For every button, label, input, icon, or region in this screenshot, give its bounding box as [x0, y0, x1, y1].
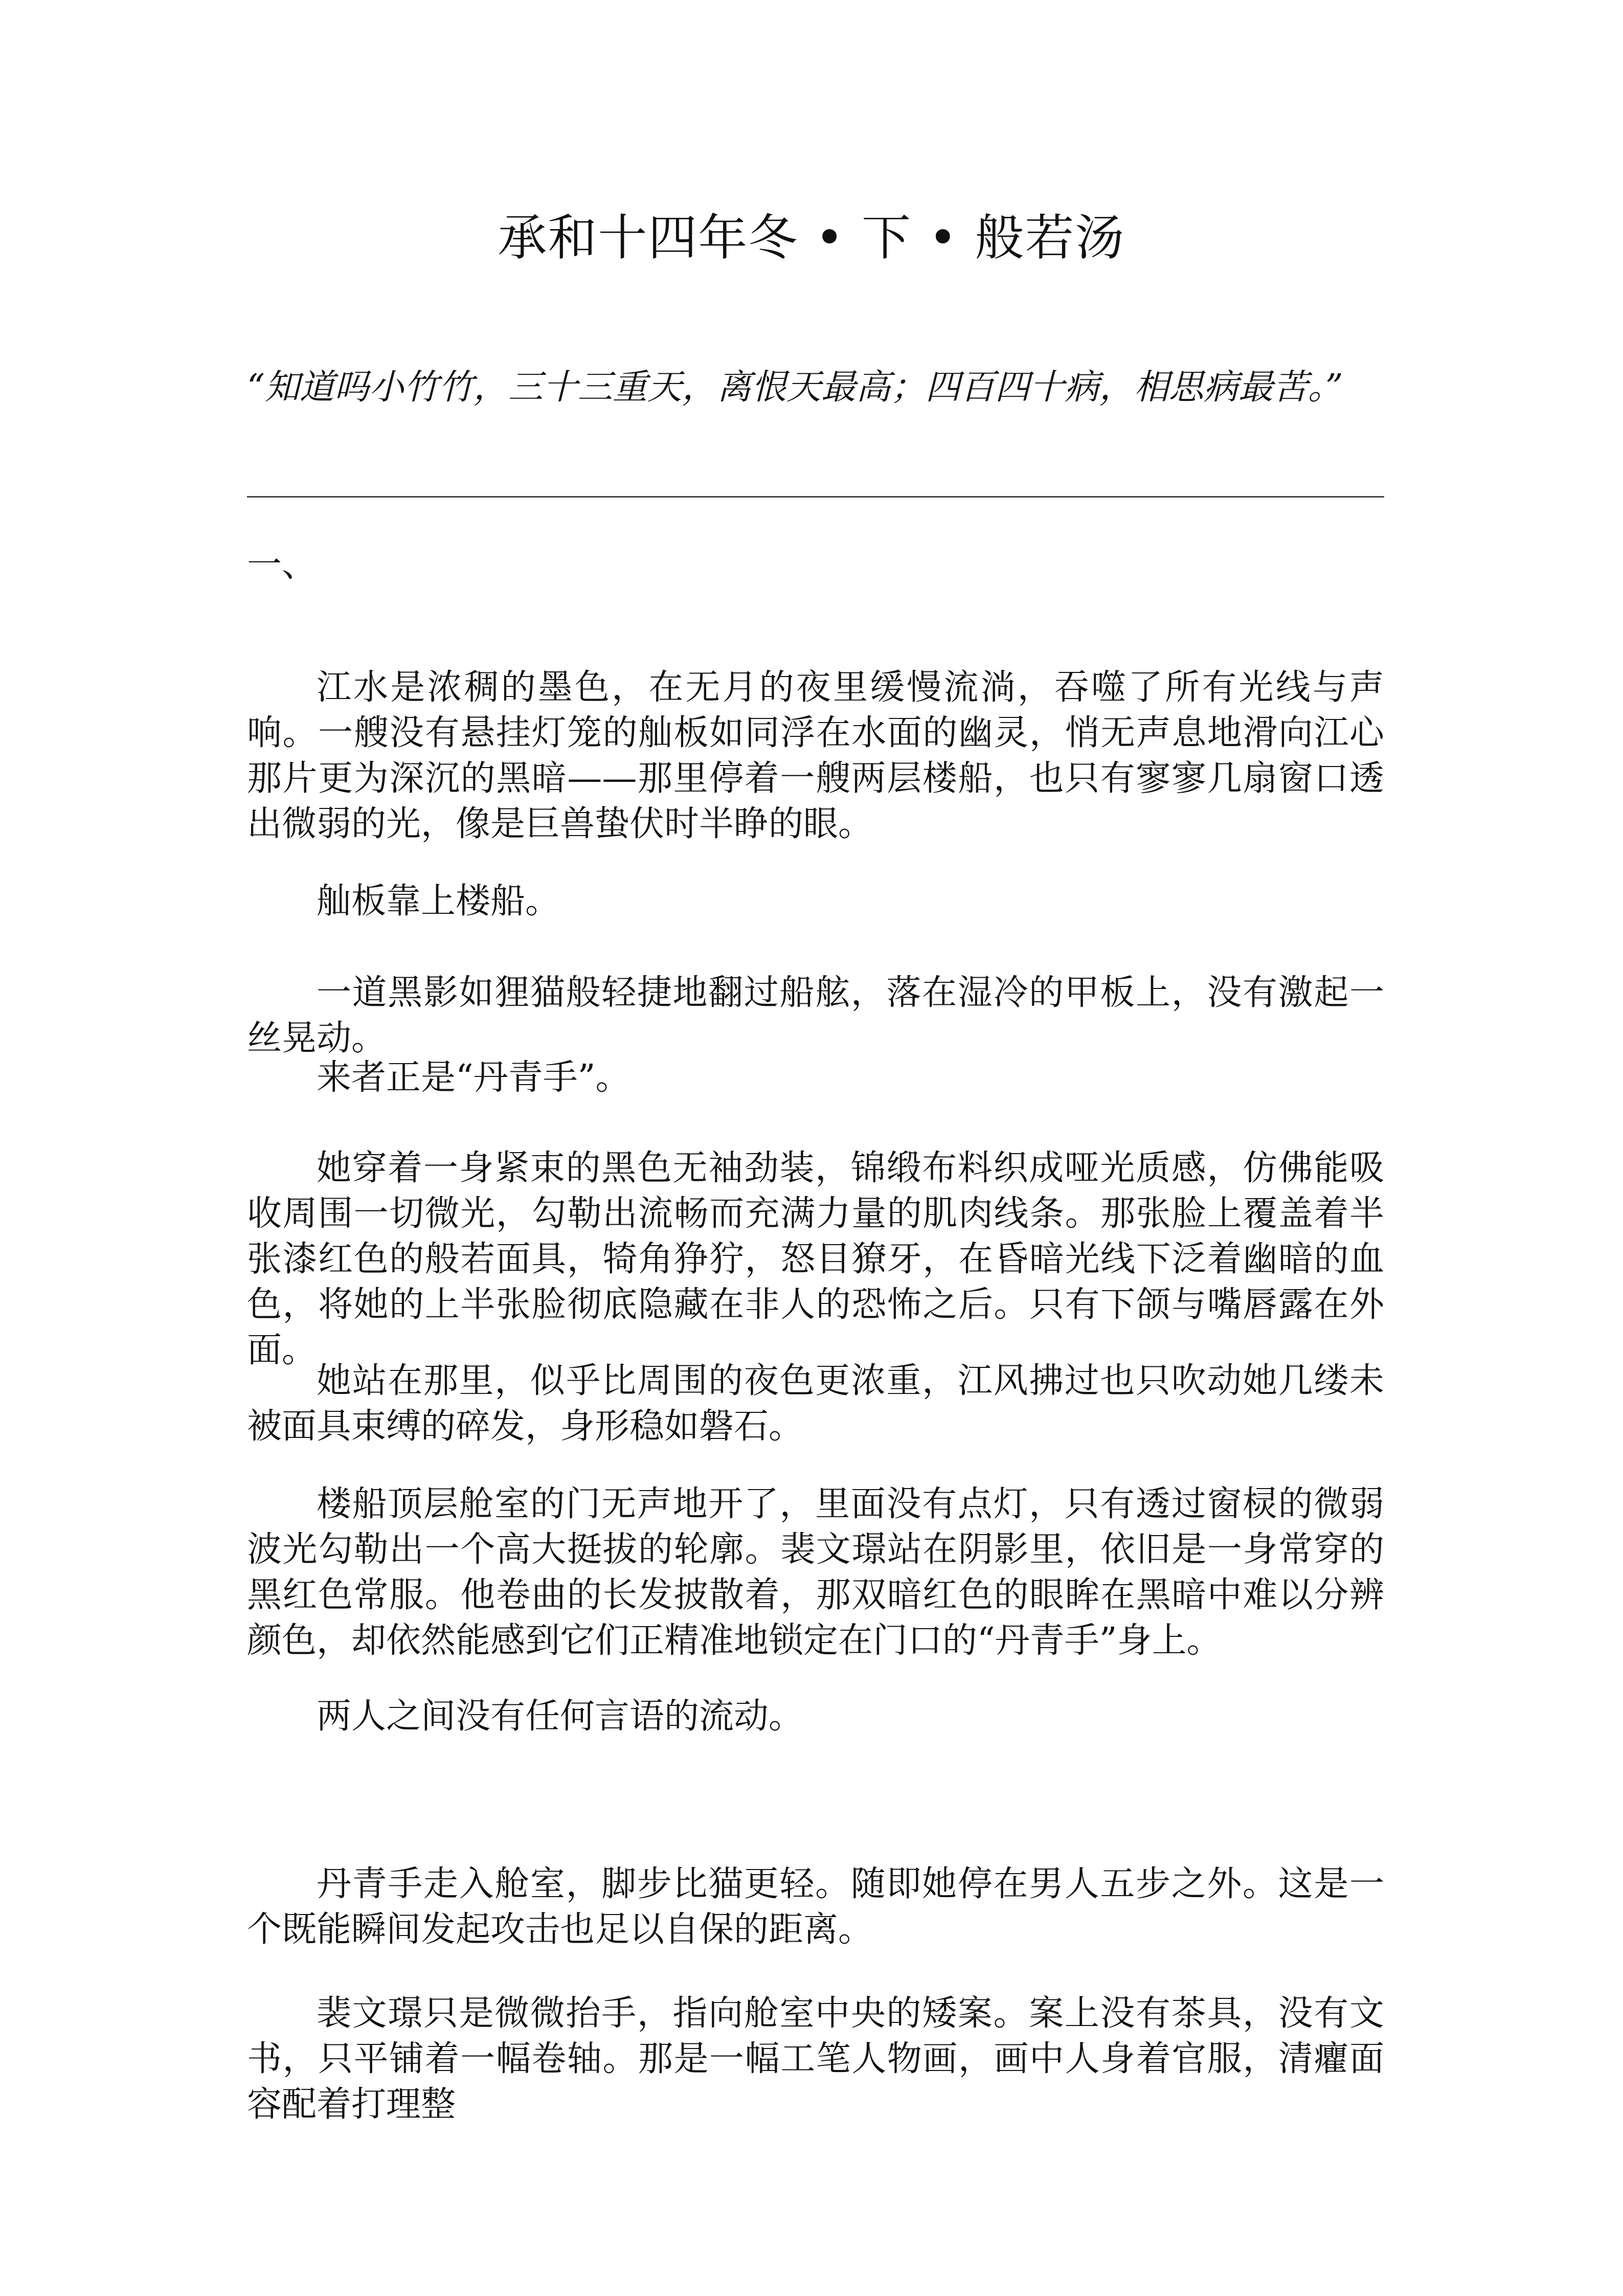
epigraph: “知道吗小竹竹，三十三重天，离恨天最高；四百四十病，相思病最苦。” [247, 367, 1343, 408]
paragraph: 丹青手走入舱室，脚步比猫更轻。随即她停在男人五步之外。这是一个既能瞬间发起攻击也足以自保的距离。 [247, 1864, 1384, 1950]
paragraph: 楼船顶层舱室的门无声地开了，里面没有点灯，只有透过窗棂的微弱波光勾勒出一个高大挺拔的轮廓。裴文璟站在阴影里，依旧是一身常穿的黑红色常服。他卷曲的长发披散着，那双暗红色的眼眸在黑暗中难以分辨颜色，却依然能感到它们正精准地锁定在门口的“丹青手”身上。 [247, 1484, 1384, 1661]
horizontal-divider [247, 496, 1384, 498]
paragraph: 两人之间没有任何言语的流动。 [317, 1696, 804, 1737]
chapter-title: 承和十四年冬 • 下 • 般若汤 [498, 209, 1125, 266]
paragraph: 裴文璟只是微微抬手，指向舱室中央的矮案。案上没有茶具，没有文书，只平铺着一幅卷轴。那是一幅工笔人物画，画中人身着官服，清癯面容配着打理整 [247, 1993, 1384, 2125]
paragraph: 一道黑影如狸猫般轻捷地翻过船舷，落在湿冷的甲板上，没有激起一丝晃动。 [247, 973, 1384, 1059]
section-number: 一、 [247, 545, 317, 585]
paragraph: 舢板靠上楼船。 [317, 881, 560, 921]
paragraph: 她站在那里，似乎比周围的夜色更浓重，江风拂过也只吹动她几缕未被面具束缚的碎发，身形稳如磐石。 [247, 1361, 1384, 1447]
paragraph: 来者正是“丹青手”。 [317, 1057, 630, 1098]
paragraph: 她穿着一身紧束的黑色无袖劲装，锦缎布料织成哑光质感，仿佛能吸收周围一切微光，勾勒出流畅而充满力量的肌肉线条。那张脸上覆盖着半张漆红色的般若面具，犄角狰狞，怒目獠牙，在昏暗光线下泛着幽暗的血色，将她的上半张脸彻底隐藏在非人的恐怖之后。只有下颌与嘴唇露在外面。 [247, 1148, 1384, 1370]
paragraph: 江水是浓稠的墨色，在无月的夜里缓慢流淌，吞噬了所有光线与声响。一艘没有悬挂灯笼的舢板如同浮在水面的幽灵，悄无声息地滑向江心那片更为深沉的黑暗——那里停着一艘两层楼船，也只有寥寥几扇窗口透出微弱的光，像是巨兽蛰伏时半睁的眼。 [247, 667, 1384, 844]
